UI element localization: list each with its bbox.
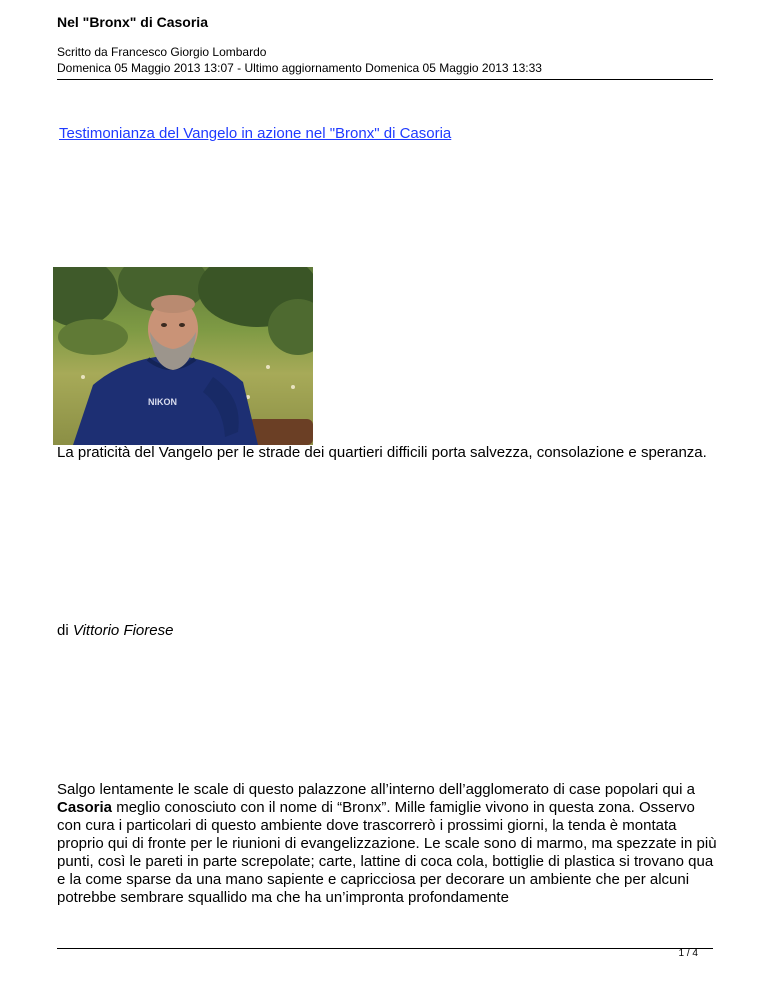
- page-number: 1 / 4: [678, 948, 698, 959]
- article-photo: [53, 267, 313, 445]
- header-divider: [57, 79, 713, 80]
- article-body: [57, 781, 717, 907]
- body-text-start: Salgo lentamente le scale di questo palazzone all’interno dell’agglomerato di case popolari qui a: [57, 781, 695, 798]
- document-title: Nel "Bronx" di Casoria: [57, 14, 208, 30]
- author-line: Scritto da Francesco Giorgio Lombardo: [57, 45, 267, 59]
- byline-prefix: di: [57, 622, 69, 639]
- byline-author: Vittorio Fiorese: [72, 622, 174, 639]
- date-line: Domenica 05 Maggio 2013 13:07 - Ultimo aggiornamento Domenica 05 Maggio 2013 13:33: [57, 61, 542, 75]
- body-text-rest: meglio conosciuto con il nome di “Bronx”. Mille famiglie vivono in questa zona. Osservo con cura i particolari di questo ambiente dove trascorrerò i prossimi giorni, la tenda è montata proprio qui di fronte per le riunioni di evangelizzazione. Le scale sono di marmo, ma spezzate in più punti, così le pareti in parte screpolate; carte, lattine di coca cola, bottiglie di plastica si trovano qua e la come sparse da una mano sapiente e capricciosa per decorare un ambiente che per alcuni potrebbe sembrare squallido ma che ha un’impronta profondamente: [57, 799, 717, 906]
- body-bold-place: Casoria: [57, 799, 113, 816]
- photo-man-outdoors: [53, 267, 313, 445]
- photo-caption: La praticità del Vangelo per le strade dei quartieri difficili porta salvezza, consolazione e speranza.: [57, 444, 707, 461]
- shirt-logo-text: NIKON: [148, 397, 177, 407]
- byline: [57, 622, 173, 639]
- article-link[interactable]: Testimonianza del Vangelo in azione nel "Bronx" di Casoria: [59, 125, 452, 142]
